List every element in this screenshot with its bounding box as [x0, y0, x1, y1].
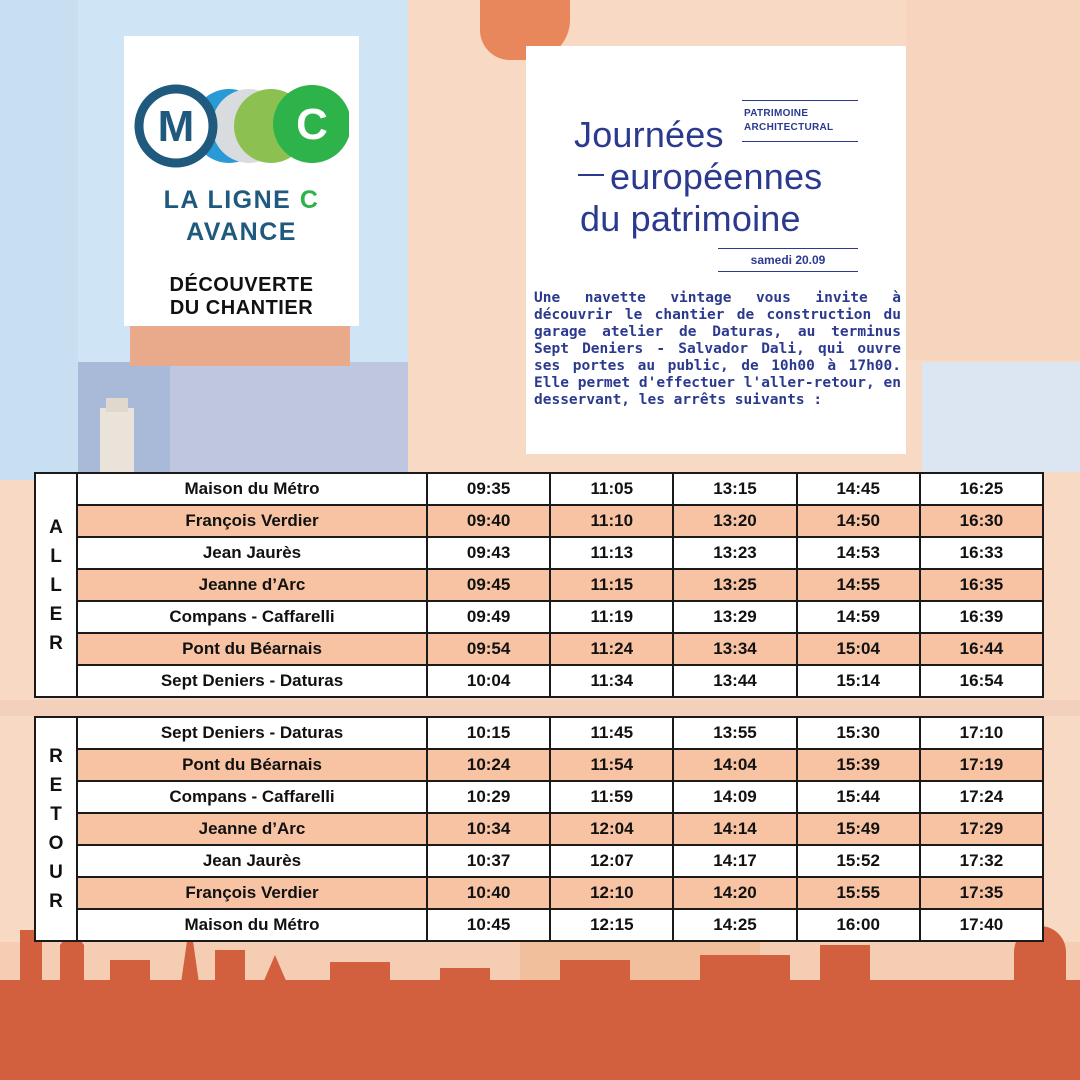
retour-label-letter: U [49, 862, 63, 883]
logo-subtitle: DÉCOUVERTE DU CHANTIER [169, 274, 314, 319]
departure-time: 16:00 [798, 910, 921, 940]
stop-name: Compans - Caffarelli [78, 782, 428, 812]
departure-time: 17:19 [959, 755, 1004, 774]
departure-time: 14:53 [798, 538, 921, 568]
retour-label-letter: E [49, 775, 63, 796]
departure-time: 12:04 [551, 814, 674, 844]
stop-name: Pont du Béarnais [78, 750, 428, 780]
departure-time: 11:13 [551, 538, 674, 568]
departure-time: 11:54 [551, 750, 674, 780]
departure-time: 17:29 [959, 819, 1004, 838]
departure-time: 16:54 [959, 671, 1004, 690]
departure-time: 15:04 [798, 634, 921, 664]
logo-c-letter: C [296, 100, 328, 149]
departure-time: 13:34 [674, 634, 797, 664]
departure-time: 17:32 [959, 851, 1004, 870]
stop-name: François Verdier [78, 506, 428, 536]
departure-time: 10:04 [428, 666, 551, 696]
logo-line-1: LA LIGNE C [163, 186, 320, 214]
event-description: Une navette vintage vous invite à découvrir le chantier de construction du garage atelier de Daturas, au terminus Sept Deniers - Salvador Dali, qui ouvre ses portes au public, de 10h00 à 17h00. Elle permet d'effectuer l'aller-retour, en desservant, les arrêts suivants : [534, 290, 901, 408]
departure-time: 15:55 [798, 878, 921, 908]
departure-time: 12:15 [551, 910, 674, 940]
departure-time: 11:45 [551, 718, 674, 748]
departure-time: 09:43 [428, 538, 551, 568]
retour-label [36, 718, 78, 940]
departure-time: 16:25 [959, 479, 1004, 498]
logo-line-2: AVANCE [186, 218, 297, 246]
table-row [78, 718, 1042, 750]
departure-time: 12:07 [551, 846, 674, 876]
stop-name: Sept Deniers - Daturas [78, 666, 428, 696]
departure-time: 10:24 [428, 750, 551, 780]
metro-line-c-logo-icon [134, 76, 349, 176]
retour-label-letter: R [49, 746, 63, 767]
event-title: Journées européennes du patrimoine [574, 114, 823, 239]
table-row [78, 782, 1042, 814]
departure-time: 14:55 [798, 570, 921, 600]
departure-time: 13:44 [674, 666, 797, 696]
departure-time: 09:54 [428, 634, 551, 664]
stop-name: Jeanne d’Arc [78, 570, 428, 600]
departure-time: 12:10 [551, 878, 674, 908]
stop-name: Maison du Métro [78, 910, 428, 940]
departure-time: 16:44 [959, 639, 1004, 658]
departure-time: 13:55 [674, 718, 797, 748]
departure-time: 13:15 [674, 474, 797, 504]
departure-time: 15:14 [798, 666, 921, 696]
retour-timetable [34, 716, 1044, 942]
departure-time: 14:45 [798, 474, 921, 504]
aller-label-letter: L [50, 574, 62, 596]
departure-time: 13:20 [674, 506, 797, 536]
departure-time: 15:30 [798, 718, 921, 748]
stop-name: Maison du Métro [78, 474, 428, 504]
departure-time: 14:14 [674, 814, 797, 844]
departure-time: 10:34 [428, 814, 551, 844]
table-row [78, 506, 1042, 538]
departure-time: 17:10 [959, 723, 1004, 742]
departure-time: 09:45 [428, 570, 551, 600]
aller-label-letter: A [49, 516, 63, 538]
departure-time: 10:15 [428, 718, 551, 748]
title-dash-icon [578, 174, 604, 176]
table-row [78, 602, 1042, 634]
departure-time: 14:25 [674, 910, 797, 940]
departure-time: 13:29 [674, 602, 797, 632]
departure-time: 16:39 [959, 607, 1004, 626]
departure-time: 14:50 [798, 506, 921, 536]
departure-time: 15:52 [798, 846, 921, 876]
logo-line-c-letter: C [299, 186, 320, 214]
stop-name: Jean Jaurès [78, 846, 428, 876]
departure-time: 15:49 [798, 814, 921, 844]
departure-time: 15:44 [798, 782, 921, 812]
table-row [78, 538, 1042, 570]
departure-time: 11:10 [551, 506, 674, 536]
table-row [78, 634, 1042, 666]
table-row [78, 474, 1042, 506]
departure-time: 16:30 [959, 511, 1004, 530]
departure-time: 14:04 [674, 750, 797, 780]
retour-label-letter: R [49, 891, 63, 912]
departure-time: 17:24 [959, 787, 1004, 806]
stop-name: François Verdier [78, 878, 428, 908]
departure-time: 13:23 [674, 538, 797, 568]
departure-time: 10:40 [428, 878, 551, 908]
departure-time: 14:20 [674, 878, 797, 908]
departure-time: 17:40 [959, 915, 1004, 934]
table-row [78, 570, 1042, 602]
departure-time: 11:59 [551, 782, 674, 812]
retour-label-letter: T [50, 804, 62, 825]
stop-name: Compans - Caffarelli [78, 602, 428, 632]
table-row [78, 910, 1042, 940]
ligne-c-logo-card [124, 36, 359, 326]
departure-time: 11:05 [551, 474, 674, 504]
aller-label-letter: R [49, 632, 63, 654]
logo-m-letter: M [157, 102, 195, 151]
stop-name: Jean Jaurès [78, 538, 428, 568]
stop-name: Sept Deniers - Daturas [78, 718, 428, 748]
departure-time: 11:15 [551, 570, 674, 600]
departure-time: 10:29 [428, 782, 551, 812]
departure-time: 17:35 [959, 883, 1004, 902]
table-row [78, 666, 1042, 696]
aller-label-letter: E [49, 603, 63, 625]
departure-time: 16:33 [959, 543, 1004, 562]
table-row [78, 750, 1042, 782]
departure-time: 10:45 [428, 910, 551, 940]
heritage-tag: PATRIMOINE ARCHITECTURAL [742, 100, 858, 142]
departure-time: 09:35 [428, 474, 551, 504]
departure-time: 09:49 [428, 602, 551, 632]
departure-time: 11:19 [551, 602, 674, 632]
aller-label-letter: L [50, 545, 62, 567]
aller-timetable [34, 472, 1044, 698]
departure-time: 14:59 [798, 602, 921, 632]
departure-time: 10:37 [428, 846, 551, 876]
departure-time: 11:34 [551, 666, 674, 696]
departure-time: 14:09 [674, 782, 797, 812]
table-row [78, 878, 1042, 910]
stop-name: Pont du Béarnais [78, 634, 428, 664]
departure-time: 16:35 [959, 575, 1004, 594]
departure-time: 09:40 [428, 506, 551, 536]
table-row [78, 814, 1042, 846]
table-row [78, 846, 1042, 878]
journees-patrimoine-card [526, 46, 906, 454]
stop-name: Jeanne d’Arc [78, 814, 428, 844]
retour-label-letter: O [48, 833, 64, 854]
departure-time: 13:25 [674, 570, 797, 600]
aller-label [36, 474, 78, 696]
departure-time: 14:17 [674, 846, 797, 876]
departure-time: 11:24 [551, 634, 674, 664]
departure-time: 15:39 [798, 750, 921, 780]
event-date: samedi 20.09 [718, 248, 858, 272]
